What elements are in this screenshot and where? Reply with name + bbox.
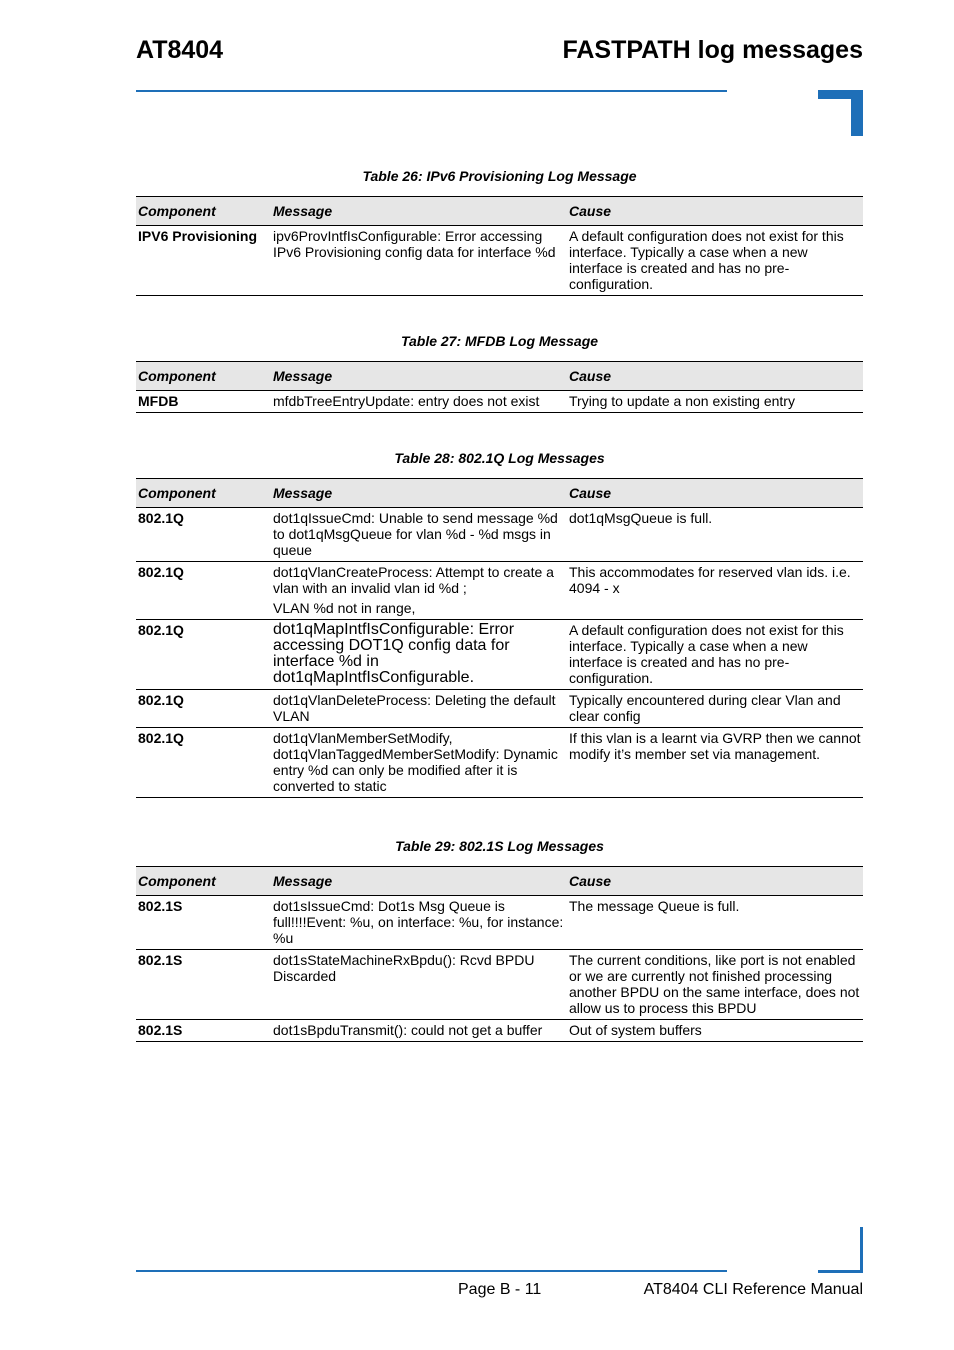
message-line: dot1qVlanCreateProcess: Attempt to create a vlan with an invalid vlan id %d ; xyxy=(273,564,554,596)
col-header-component: Component xyxy=(136,362,271,391)
cell-cause: The message Queue is full. xyxy=(567,896,863,950)
cell-cause: A default configuration does not exist for this interface. Typically a case when a new interface is created and has no pre-configuration. xyxy=(567,620,863,690)
cell-message: ipv6ProvIntfIsConfigurable: Error accessing IPv6 Provisioning config data for interface %d xyxy=(271,226,567,296)
col-header-cause: Cause xyxy=(567,362,863,391)
table-header-row xyxy=(136,362,863,391)
table-row xyxy=(136,896,863,950)
cell-component: 802.1S xyxy=(136,950,271,1020)
cell-cause: A default configuration does not exist for this interface. Typically a case when a new interface is created and has no pre-configuration. xyxy=(567,226,863,296)
table-row xyxy=(136,508,863,562)
cell-cause: dot1qMsgQueue is full. xyxy=(567,508,863,562)
cell-cause: Typically encountered during clear Vlan and clear config xyxy=(567,690,863,728)
cell-component: MFDB xyxy=(136,391,271,413)
table-row xyxy=(136,728,863,798)
col-header-cause: Cause xyxy=(567,479,863,508)
cell-message: dot1qMapIntfIsConfigurable: Error accessing DOT1Q config data for interface %d in dot1qMapIntfIsConfigurable. xyxy=(271,620,567,690)
cell-component: 802.1S xyxy=(136,896,271,950)
col-header-message: Message xyxy=(271,197,567,226)
table-header-row xyxy=(136,867,863,896)
table-row xyxy=(136,620,863,690)
cell-cause: If this vlan is a learnt via GVRP then we cannot modify it’s member set via management. xyxy=(567,728,863,798)
cell-cause: This accommodates for reserved vlan ids. i.e. 4094 - x xyxy=(567,562,863,620)
col-header-component: Component xyxy=(136,197,271,226)
table-29 xyxy=(136,866,863,1042)
cell-component: 802.1Q xyxy=(136,508,271,562)
col-header-message: Message xyxy=(271,867,567,896)
cell-component: 802.1Q xyxy=(136,690,271,728)
footer-rule xyxy=(136,1270,727,1272)
cell-cause: Out of system buffers xyxy=(567,1020,863,1042)
table-row xyxy=(136,226,863,296)
table-row xyxy=(136,1020,863,1042)
cell-message: mfdbTreeEntryUpdate: entry does not exist xyxy=(271,391,567,413)
table-26-caption: Table 26: IPv6 Provisioning Log Message xyxy=(362,168,637,184)
cell-message: dot1sStateMachineRxBpdu(): Rcvd BPDU Discarded xyxy=(271,950,567,1020)
page-number: Page B - 11 xyxy=(458,1281,542,1298)
cell-message: dot1sBpduTransmit(): could not get a buffer xyxy=(271,1020,567,1042)
cell-message: dot1qIssueCmd: Unable to send message %d to dot1qMsgQueue for vlan %d - %d msgs in queue xyxy=(271,508,567,562)
header-corner-mark xyxy=(818,90,863,136)
header-rule xyxy=(136,90,727,92)
cell-message xyxy=(271,562,567,620)
col-header-component: Component xyxy=(136,867,271,896)
cell-message: dot1sIssueCmd: Dot1s Msg Queue is full!!!!Event: %u, on interface: %u, for instance: %u xyxy=(271,896,567,950)
table-28 xyxy=(136,478,863,798)
message-line: VLAN %d not in range, xyxy=(273,600,416,616)
table-29-caption: Table 29: 802.1S Log Messages xyxy=(395,838,604,854)
table-row xyxy=(136,562,863,620)
col-header-cause: Cause xyxy=(567,197,863,226)
cell-component: 802.1Q xyxy=(136,620,271,690)
doc-product-title: AT8404 xyxy=(136,36,224,64)
cell-component: 802.1S xyxy=(136,1020,271,1042)
table-header-row xyxy=(136,197,863,226)
col-header-component: Component xyxy=(136,479,271,508)
doc-section-title: FASTPATH log messages xyxy=(562,36,863,64)
table-row xyxy=(136,690,863,728)
table-27-caption: Table 27: MFDB Log Message xyxy=(400,333,599,349)
cell-component: 802.1Q xyxy=(136,562,271,620)
cell-message: dot1qVlanMemberSetModify, dot1qVlanTaggedMemberSetModify: Dynamic entry %d can only be modified after it is converted to static xyxy=(271,728,567,798)
cell-component: IPV6 Provisioning xyxy=(136,226,271,296)
footer-corner-mark xyxy=(818,1227,863,1273)
table-27 xyxy=(136,361,863,413)
cell-message: dot1qVlanDeleteProcess: Deleting the default VLAN xyxy=(271,690,567,728)
col-header-message: Message xyxy=(271,362,567,391)
col-header-cause: Cause xyxy=(567,867,863,896)
table-row xyxy=(136,391,863,413)
table-26 xyxy=(136,196,863,296)
col-header-message: Message xyxy=(271,479,567,508)
cell-cause: The current conditions, like port is not enabled or we are currently not finished processing another BPDU on the same interface, does not allow us to process this BPDU xyxy=(567,950,863,1020)
manual-title: AT8404 CLI Reference Manual xyxy=(643,1281,863,1298)
cell-cause: Trying to update a non existing entry xyxy=(567,391,863,413)
table-28-caption: Table 28: 802.1Q Log Messages xyxy=(394,450,605,466)
cell-component: 802.1Q xyxy=(136,728,271,798)
table-row xyxy=(136,950,863,1020)
table-header-row xyxy=(136,479,863,508)
